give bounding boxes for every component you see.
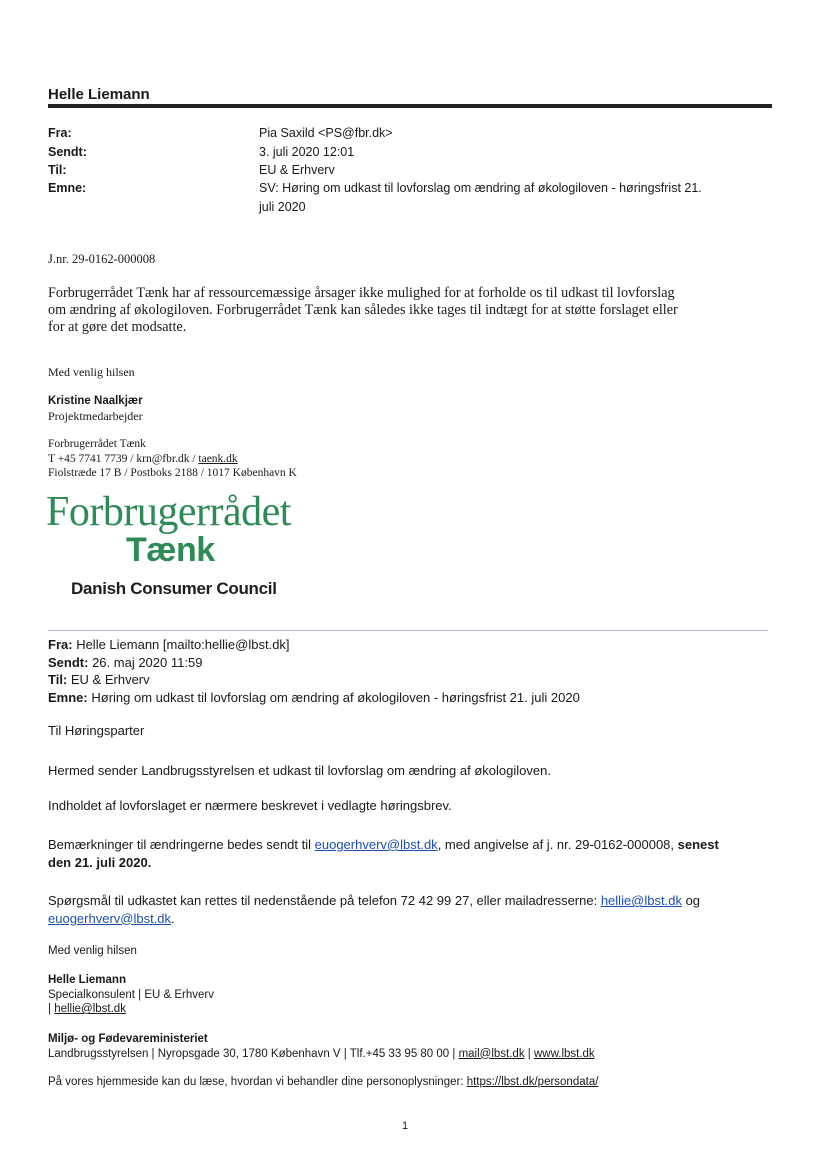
subject-label: Emne:: [48, 181, 87, 195]
logo-tagline: Danish Consumer Council: [71, 579, 277, 598]
ministry-address-row: [48, 1047, 595, 1062]
original-subject-row: [48, 689, 580, 707]
reply-body: [48, 285, 678, 336]
privacy-text: På vores hjemmeside kan du læse, hvordan vi behandler dine personoplysninger:: [48, 1076, 467, 1088]
euogerhverv-link[interactable]: euogerhverv@lbst.dk: [314, 837, 438, 852]
reply-org: Forbrugerrådet Tænk: [48, 438, 146, 450]
original-sent-label: Sendt:: [48, 654, 89, 670]
original-p4-mid: og: [681, 893, 701, 908]
original-to-value: EU & Erhverv: [70, 672, 150, 687]
original-meta: [48, 636, 580, 706]
to-value: EU & Erhverv: [259, 163, 335, 177]
reply-contact: [48, 452, 297, 467]
from-label: Fra:: [48, 126, 72, 140]
original-p4-line1: [48, 892, 700, 910]
original-from-row: [48, 636, 580, 654]
original-p2: Indholdet af lovforslaget er nærmere beskrevet i vedlagte høringsbrev.: [48, 798, 452, 813]
page-number: 1: [402, 1120, 409, 1132]
reply-greeting: Med venlig hilsen: [48, 365, 135, 379]
original-sent-value: 26. maj 2020 11:59: [92, 654, 203, 670]
sent-value: 3. juli 2020 12:01: [259, 145, 355, 159]
ministry-address: Landbrugsstyrelsen | Nyropsgade 30, 1780 København V | Tlf.+45 33 95 80 00 |: [48, 1047, 459, 1060]
euogerhverv-link-2[interactable]: euogerhverv@lbst.dk: [48, 910, 172, 926]
reply-sender-name: Kristine Naalkjær: [48, 395, 143, 407]
hellie-link[interactable]: hellie@lbst.dk: [600, 893, 682, 908]
from-value: Pia Saxild <PS@fbr.dk>: [259, 126, 393, 140]
original-p3-pre: Bemærkninger til ændringerne bedes sendt til: [48, 837, 315, 852]
privacy-row: [48, 1076, 598, 1088]
sig-name: Helle Liemann: [48, 974, 126, 986]
reply-address: Fiolstræde 17 B / Postboks 2188 / 1017 København K: [48, 467, 297, 479]
ministry-block: [48, 1032, 595, 1061]
journal-number: J.nr. 29-0162-000008: [48, 252, 156, 266]
to-label: Til:: [48, 163, 67, 177]
original-p4-pre: Spørgsmål til udkastet kan rettes til nedenstående på telefon 72 42 99 27, eller mailadresserne:: [48, 893, 601, 908]
ministry-name: Miljø- og Fødevareministeriet: [48, 1033, 208, 1045]
reply-line-2: om ændring af økologiloven. Forbrugerrådet Tænk kan således ikke tages til indtægt for at støtte forslaget eller: [48, 302, 678, 318]
original-p4-end: .: [171, 910, 175, 926]
original-to-row: [48, 671, 580, 689]
privacy-link[interactable]: https://lbst.dk/persondata/: [466, 1076, 599, 1088]
logo-sub-text: Tænk: [126, 531, 215, 569]
ministry-sep: |: [524, 1047, 534, 1060]
subject-line-2: juli 2020: [259, 200, 306, 214]
original-p1: Hermed sender Landbrugsstyrelsen et udkast til lovforslag om ændring af økologiloven.: [48, 763, 551, 778]
logo-main-text: Forbrugerrådet: [46, 489, 291, 535]
reply-line-1: Forbrugerrådet Tænk har af ressourcemæssige årsager ikke mulighed for at forholde os til udkast til lovforslag: [48, 285, 675, 301]
sig-title: Specialkonsulent | EU & Erhverv: [48, 988, 214, 1001]
reply-sender-title: Projektmedarbejder: [48, 409, 143, 423]
original-p3-bold1: senest: [677, 837, 719, 852]
original-p3-bold2: den 21. juli 2020.: [48, 854, 152, 870]
reply-contact-text: T +45 7741 7739 / krn@fbr.dk /: [48, 452, 199, 465]
original-p4-line2: [48, 910, 700, 928]
original-p3: [48, 836, 719, 871]
original-p3-line1: [48, 836, 719, 854]
sig-email-row: [48, 1002, 214, 1017]
original-to-label: Til:: [48, 672, 68, 687]
original-p3-mid: , med angivelse af j. nr. 29-0162-000008,: [437, 837, 678, 852]
ministry-web-link[interactable]: www.lbst.dk: [533, 1047, 595, 1060]
original-signature: [48, 973, 214, 1017]
original-from-value: Helle Liemann [mailto:hellie@lbst.dk]: [76, 637, 290, 652]
header-rule: [48, 104, 772, 108]
original-salutation: Til Høringsparter: [48, 723, 145, 738]
original-p4: [48, 892, 700, 927]
original-from-label: Fra:: [48, 637, 73, 652]
header-name: Helle Liemann: [48, 86, 150, 103]
original-greeting: Med venlig hilsen: [48, 945, 137, 957]
original-p3-line2: [48, 854, 719, 872]
sig-email-prefix: |: [48, 1003, 55, 1015]
taenk-link[interactable]: taenk.dk: [198, 452, 238, 465]
reply-org-block: [48, 437, 297, 481]
reply-line-3: for at gøre det modsatte.: [48, 319, 187, 335]
subject-line-1: SV: Høring om udkast til lovforslag om ændring af økologiloven - høringsfrist 21.: [259, 181, 702, 195]
original-sent-row: [48, 654, 580, 672]
original-subject-label: Emne:: [48, 689, 88, 705]
forward-separator: [48, 630, 768, 631]
sent-label: Sendt:: [48, 145, 87, 159]
original-subject-value: Høring om udkast til lovforslag om ændring af økologiloven - høringsfrist 21. juli 2020: [91, 689, 580, 705]
sig-email-link[interactable]: hellie@lbst.dk: [54, 1003, 126, 1015]
ministry-mail-link[interactable]: mail@lbst.dk: [458, 1047, 525, 1060]
